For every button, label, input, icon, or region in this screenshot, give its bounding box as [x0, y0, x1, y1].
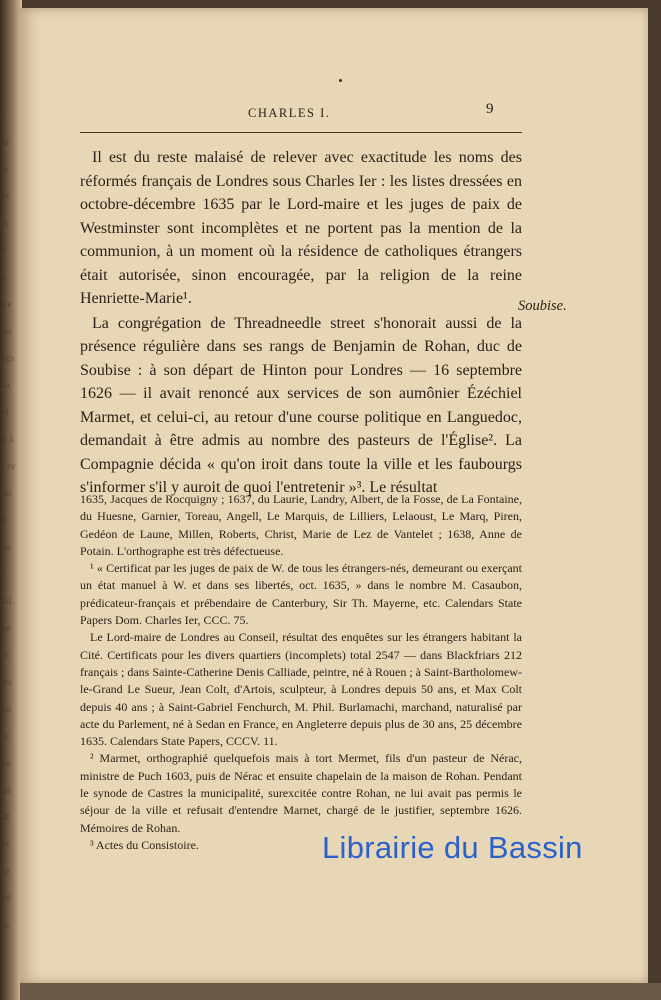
print-speck: [339, 79, 342, 82]
left-page-fragment: ls: [2, 218, 9, 228]
left-page-fragment: ur: [2, 137, 10, 147]
main-text: [80, 146, 522, 500]
running-head: CHARLES I.: [248, 106, 331, 120]
paragraph: La congrégation de Threadneedle street s'honorait aussi de la présence régulière dans ses rangs de Benjamin de Rohan, duc de Soubise : à son départ de Hinton pour Londres — 16 septembre 1626 — il avait renoncé aux services de son aumônier Ézéchiel Marmet, et celui-ci, au retour d'une course politique en Languedoc, demandait à être admis au nombre des pasteurs de l'Église². La Compagnie décida « qu'on iroit dans toute la ville et les faubourgs s'informer s'il y auroit de quoi l'entretenir »³. Le résultat: [80, 314, 522, 496]
left-page-fragment: a: [2, 110, 6, 120]
left-page-fragment: Cor: [2, 461, 16, 471]
left-page-fragment: sé: [2, 866, 10, 876]
left-page-fragment: lo: [2, 839, 10, 849]
left-page-fragment: sa: [2, 380, 10, 390]
left-page-fragment: P: [2, 515, 8, 525]
page-number: 9: [486, 101, 494, 117]
left-page-fragment: el: [2, 407, 9, 417]
watermark: Librairie du Bassin: [322, 830, 583, 865]
left-page-fragment: rei: [2, 326, 12, 336]
left-page-fragment: us: [2, 542, 11, 552]
left-page-fragment: do: [2, 488, 11, 498]
left-page-fragment: tit: [2, 920, 10, 930]
left-page-fragment: iro: [2, 677, 12, 687]
footnote: ³ Actes du Consistoire.: [90, 837, 199, 852]
margin-note: Soubise.: [518, 298, 567, 314]
left-page-fragment: ga: [2, 785, 11, 795]
left-page-fragment: r: [2, 569, 5, 579]
left-page-fragment: ne: [2, 623, 11, 633]
left-page-edge: [0, 0, 22, 1000]
footnote: ² Marmet, orthographié quelquefois mais à tort Mermet, fils d'un pasteur de Nérac, ministre de Puch 1603, puis de Nérac et ensuite chapelain de la maison de Rohan. Pendant le synode de Castres la municipalité, surexcitée contre Rohan, ne lui avait pas permis le séjour de la ville et refusait d'entendre Marnet, chargé de le justifier, septembre 1626. Mémoires de Rohan.: [80, 751, 522, 835]
header-rule: [80, 132, 522, 133]
left-page-fragment: le: [2, 164, 9, 174]
left-page-fragment: ve: [2, 758, 11, 768]
left-page-fragment: il: [2, 245, 8, 255]
left-page-fragment: à: [2, 272, 6, 282]
left-page-fragment: tre: [2, 299, 12, 309]
paragraph: Il est du reste malaisé de relever avec exactitude les noms des réformés français de Londres sous Charles Ier : les listes dressées en octobre-décembre 1635 par le Lord-maire et les juges de paix de Westminster sont incomplètes et ne portent pas la mention de la communion, à un moment où la résidence de catholiques étrangers était autorisée, sinon encouragée, par la religion de la reine Henriette-Marie¹.: [80, 149, 522, 307]
left-page-fragment: 4f: [2, 812, 10, 822]
left-page-fragment: ler: [2, 704, 12, 714]
left-page-fragment: ed: [2, 893, 11, 903]
left-page-fragment: lo: [2, 650, 10, 660]
footnote: ¹ « Certificat par les juges de paix de W. de tous les étrangers-nés, demeurant ou exerçant un état manuel à W. et dans ses libertés, oct. 1635, » dans le nombre M. Casaubon, prédicateur-français et prébendaire de Canterbury, Sir Th. Mayerne, etc. Calendars State Papers Dom. Charles Ier, CCC. 75.: [80, 561, 522, 628]
left-page-fragment: lo: [2, 191, 10, 201]
footnote: 1635, Jacques de Rocquigny ; 1637, du Laurie, Landry, Albert, de la Fosse, de La Fontaine, du Huesne, Garnier, Toreau, Angell, Le Marquis, de Lilliers, Lelaoust, Le Marq, Piren, Gedéon de Laune, Millen, Roberts, Christ, Marie de Lez de Vantelet ; 1638, Anne de Potain. L'orthographe est très défectueuse.: [80, 492, 522, 558]
footnote: Le Lord-maire de Londres au Conseil, résultat des enquêtes sur les étrangers habitant la Cité. Certificats pour les divers quartiers (incomplets) total 2547 — dans Blackfriars 212 français ; dans Sainte-Catherine Denis Calliade, peintre, né à Rouen ; à Saint-Bartholomew-le-Grand Le Sueur, Jean Colt, d'Artois, sculpteur, à Londres depuis 50 ans, et Max Colt depuis 40 ans ; à Saint-Gabriel Fenchurch, M. Phil. Burlamachi, marchand, naturalisé par acte du Parlement, né à Sedan en France, en Angleterre depuis plus de 30 ans, 25 décembre 1635. Calendars State Papers, CCCV. 11.: [80, 630, 522, 749]
left-page-fragment: ngs: [2, 353, 15, 363]
left-page-fragment: re: [2, 731, 9, 741]
left-page-fragment: GL: [2, 596, 14, 606]
page-bottom-edge: [20, 983, 661, 1000]
left-page-fragment: ll à: [2, 434, 14, 444]
footnotes: [80, 491, 522, 854]
